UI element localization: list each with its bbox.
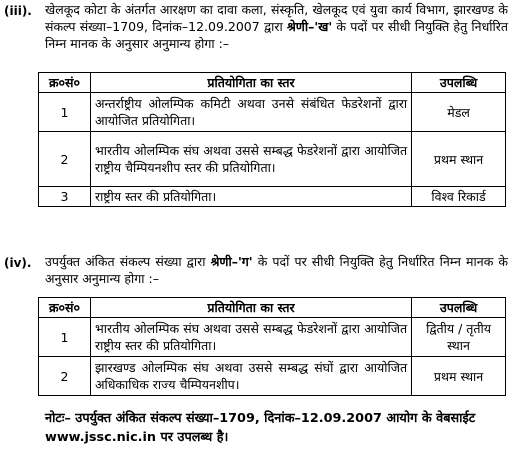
col-header-achievement: उपलब्धि <box>412 73 506 93</box>
row-achievement: प्रथम स्थान <box>412 357 506 396</box>
row-level: भारतीय ओलम्पिक संघ अथवा उससे सम्बद्ध फेडरेशनों द्वारा आयोजित राष्ट्रीय स्तर की प्रतियोगिता। <box>90 318 411 357</box>
row-level: झारखण्ड ओलम्पिक संघ अथवा उससे सम्बद्ध संघों द्वारा आयोजित अधिकाधिक राज्य चैम्पियनशीप। <box>90 357 411 396</box>
table-row <box>39 93 506 132</box>
table-header-row <box>39 298 506 318</box>
row-level: अन्तर्राष्ट्रीय ओलम्पिक कमिटी अथवा उनसे संबंधित फेडरेशनों द्वारा आयोजित प्रतियोगिता। <box>90 93 411 132</box>
row-sno: 1 <box>39 318 91 357</box>
table-row <box>39 187 506 207</box>
row-sno: 3 <box>39 187 91 207</box>
row-sno: 1 <box>39 93 91 132</box>
section-iii-category: श्रेणी–'ख' <box>286 19 333 34</box>
section-iv-number: (iv). <box>4 256 32 270</box>
row-level: राष्ट्रीय स्तर की प्रतियोगिता। <box>90 187 411 207</box>
col-header-level: प्रतियोगिता का स्तर <box>90 298 411 318</box>
table-row <box>39 132 506 187</box>
section-iv-text-b: के पदों पर सीधी नियुक्ति हेतु निर्धारित निम्न मानक के अनुसार अनुमान्य होगा :– <box>45 254 508 286</box>
table-row <box>39 318 506 357</box>
section-iv-text-a: उपर्युक्त अंकित संकल्प संख्या द्वारा <box>45 254 211 269</box>
section-iii-table <box>38 72 506 207</box>
row-level: भारतीय ओलम्पिक संघ अथवा उससे सम्बद्ध फेडरेशनों द्वारा आयोजित राष्ट्रीय चैम्पियनशीप स्तर की प्रतियोगिता। <box>90 132 411 187</box>
row-achievement: द्वितीय / तृतीय स्थान <box>412 318 506 357</box>
section-iv-category: श्रेणी–'ग' <box>210 254 253 269</box>
section-iii-text-b: के पदों पर सीधी नियुक्ति हेतु निर्धारित निम्न मानक के अनुसार अनुमान्य होगा :– <box>45 19 508 51</box>
row-sno: 2 <box>39 357 91 396</box>
section-iii-paragraph <box>45 1 508 52</box>
table-header-row <box>39 73 506 93</box>
col-header-achievement: उपलब्धि <box>412 298 506 318</box>
col-header-sno: क्र०सं० <box>39 73 91 93</box>
col-header-sno: क्र०सं० <box>39 298 91 318</box>
note-text: नोटः– उपर्युक्त अंकित संकल्प संख्या–1709, दिनांक–12.09.2007 आयोग के वेबसाईट www.jssc.nic.in पर उपलब्ध है। <box>45 411 476 445</box>
section-iii-text-a: खेलकूद कोटा के अंतर्गत आरक्षण का दावा कला, संस्कृति, खेलकूद एवं युवा कार्य विभाग, झारखण्ड के संकल्प संख्या–1709, दिनांक–12.09.2007 द्वारा <box>45 2 508 34</box>
section-iv-table <box>38 297 506 396</box>
section-iii-number: (iii). <box>4 4 32 18</box>
row-achievement: विश्व रिकार्ड <box>412 187 506 207</box>
row-achievement: मेडल <box>412 93 506 132</box>
table-row <box>39 357 506 396</box>
row-achievement: प्रथम स्थान <box>412 132 506 187</box>
section-iv-paragraph <box>45 253 508 287</box>
row-sno: 2 <box>39 132 91 187</box>
col-header-level: प्रतियोगिता का स्तर <box>90 73 411 93</box>
